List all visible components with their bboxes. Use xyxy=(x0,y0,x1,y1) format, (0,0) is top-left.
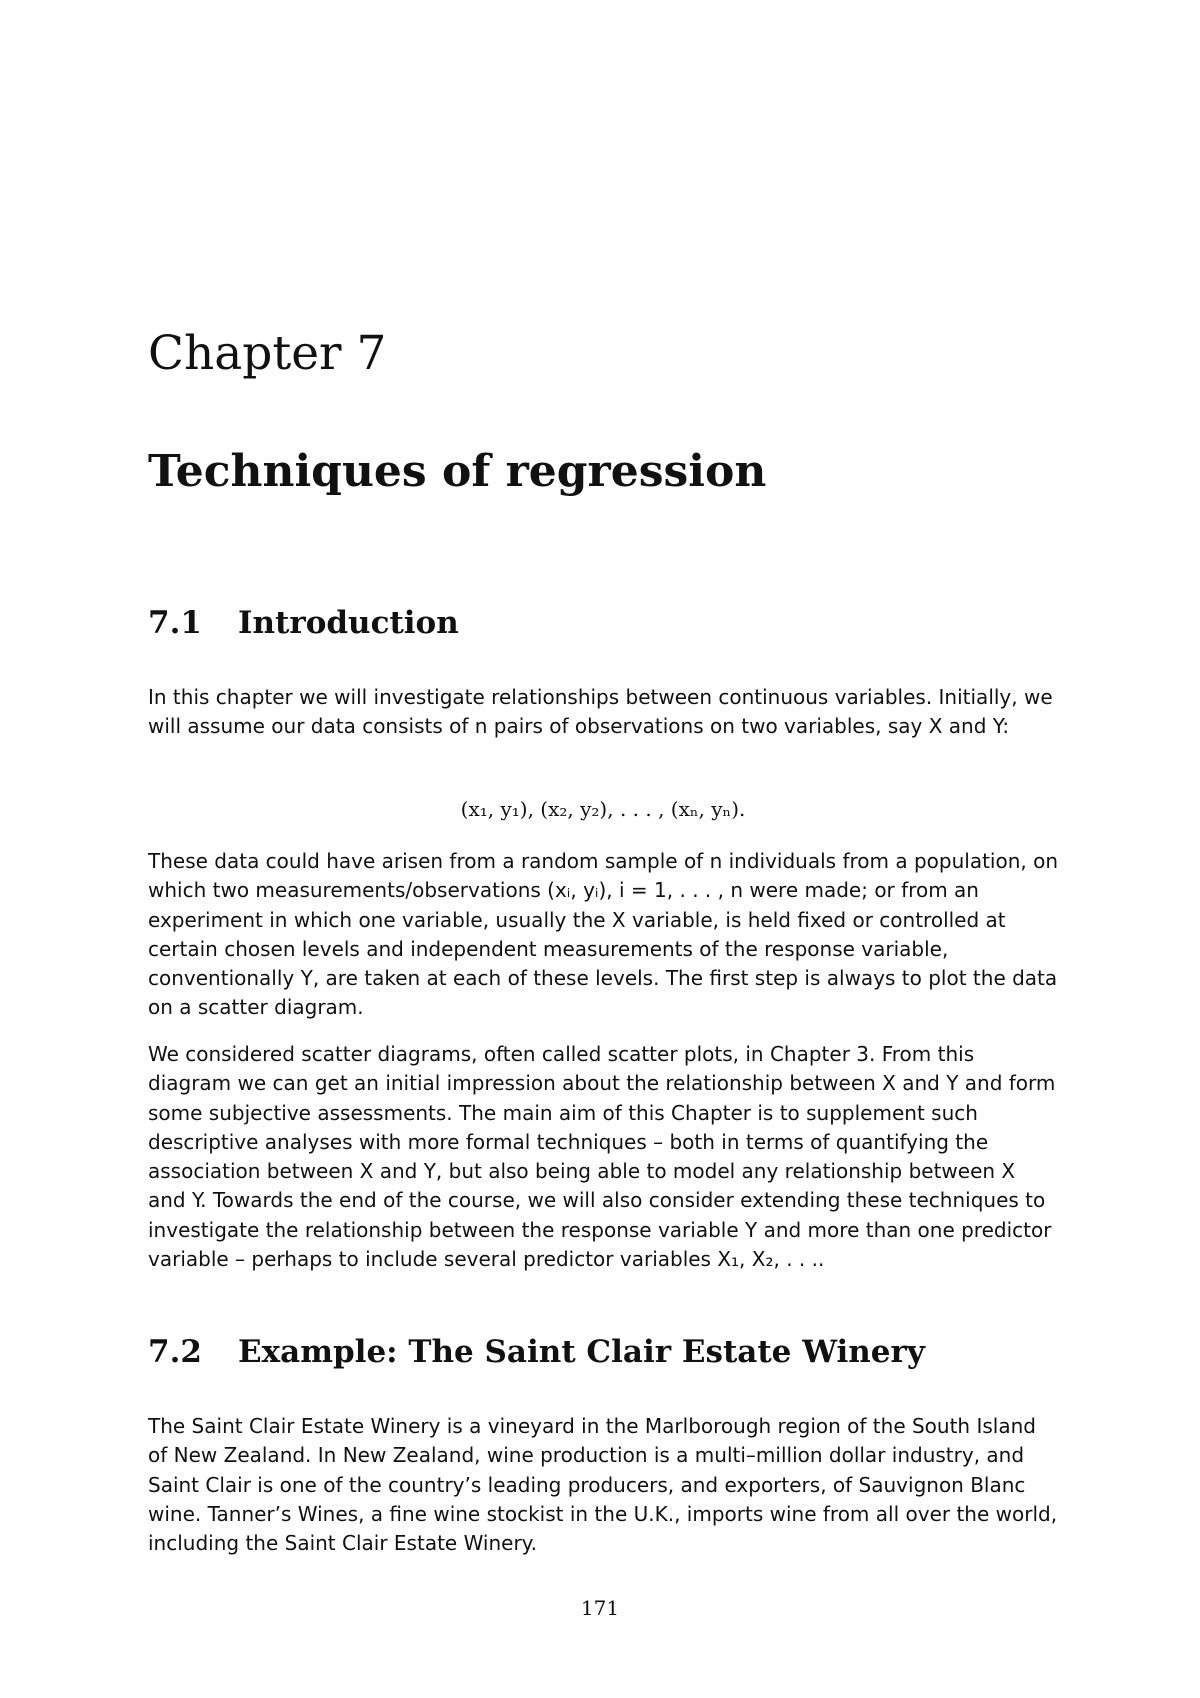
section-heading-winery xyxy=(148,1334,925,1370)
section-heading-introduction xyxy=(148,605,459,641)
winery-paragraph xyxy=(148,1412,1058,1558)
section-title: Introduction xyxy=(238,605,459,641)
paragraph: In this chapter we will investigate relationships between continuous variables. Initially, we will assume our data consists of n pairs of observations on two variables, say X and Y: xyxy=(148,685,1053,739)
paragraph: The Saint Clair Estate Winery is a vineyard in the Marlborough region of the South Island of New Zealand. In New Zealand, wine production is a multi–million dollar industry, and Saint Clair is one of the country’s leading producers, and exporters, of Sauvignon Blanc wine. Tanner’s Wines, a fine wine stockist in the U.K., imports wine from all over the world, including the Saint Clair Estate Winery. xyxy=(148,1414,1058,1556)
intro-paragraph-1 xyxy=(148,683,1058,742)
section-number: 7.1 xyxy=(148,605,202,641)
intro-paragraph-3 xyxy=(148,1040,1058,1274)
intro-paragraph-2 xyxy=(148,847,1058,1023)
page-number: 171 xyxy=(580,1596,620,1620)
paragraph: We considered scatter diagrams, often called scatter plots, in Chapter 3. From this diagram we can get an initial impression about the relationship between X and Y and form some subjective assessments. The main aim of this Chapter is to supplement such descriptive analyses with more formal techniques – both in terms of quantifying the association between X and Y, but also being able to model any relationship between X and Y. Towards the end of the course, we will also consider extending these techniques to investigate the relationship between the response variable Y and more than one predictor variable – perhaps to include several predictor variables X₁, X₂, . . .. xyxy=(148,1042,1056,1272)
chapter-label: Chapter 7 xyxy=(148,326,387,381)
section-number: 7.2 xyxy=(148,1334,202,1370)
display-equation: (x₁, y₁), (x₂, y₂), . . . , (xₙ, yₙ). xyxy=(460,797,746,821)
paragraph: These data could have arisen from a random sample of n individuals from a population, on which two measurements/observations (xᵢ, yᵢ), i = 1, . . . , n were made; or from an experiment in which one variable, usually the X variable, is held fixed or controlled at certain chosen levels and independent measurements of the response variable, conventionally Y, are taken at each of these levels. The first step is always to plot the data on a scatter diagram. xyxy=(148,849,1059,1020)
section-title: Example: The Saint Clair Estate Winery xyxy=(238,1334,925,1370)
chapter-title: Techniques of regression xyxy=(148,446,767,497)
